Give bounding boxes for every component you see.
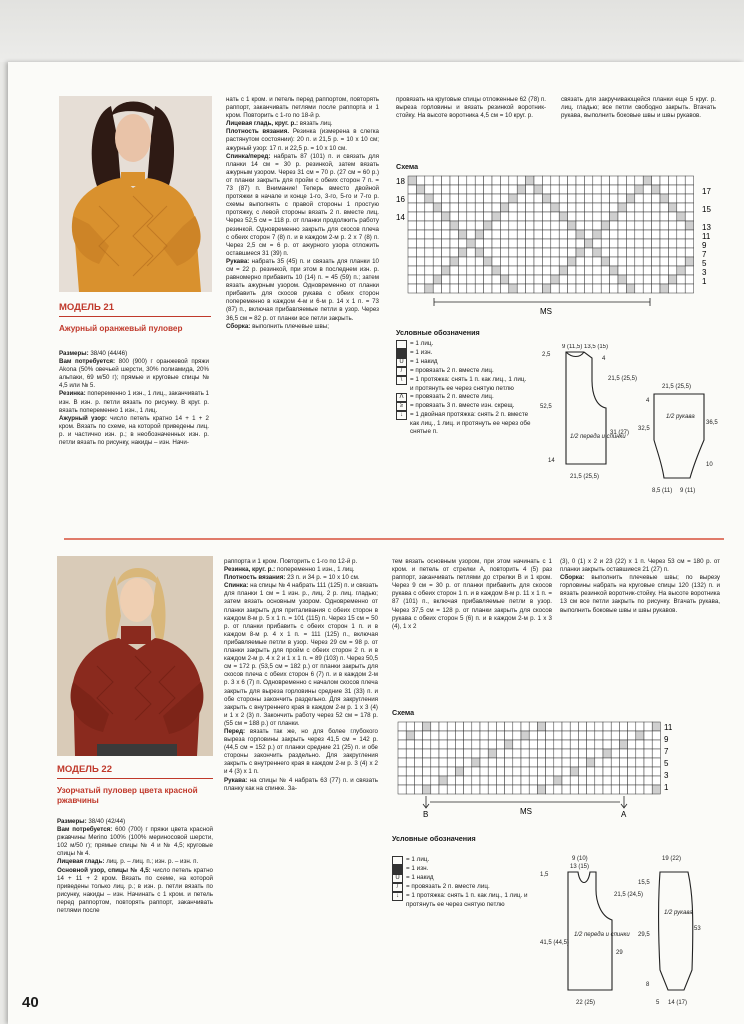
model-21-title: Ажурный оранжевый пуловер [59,324,183,333]
scheme-21-ms-label: MS [540,307,552,316]
scheme-21-row-1: 1 [702,277,707,286]
m21-body-shoulder: 2,5 [542,352,551,358]
m22-sleeve-bottom: 14 (17) [668,1000,688,1006]
scheme-21-row-17: 17 [702,187,711,196]
scheme-21-row-14: 14 [396,213,405,222]
m21-body-armhole: 21,5 (25,5) [608,376,638,382]
model-22-photo [57,556,213,756]
model-21-text-col-2: нать с 1 кром. и петель перед раппортом, повторять раппорт, заканчивать петлями после раппорта и 1 кром. Повторить с 1-го по 18-й р. Лицевая гладь, круг. р.: вязать лиц. Плотность вязания. Резинка (измерена в слегка растянутом состоянии): 20 п. и 21,5 р. = 10 х 10 см; ажурный узор: 17 п. и 22,5 р. = 10 х 10 см. Спинка/перед: набрать 87 (101) п. и связать для планки 14 см = 30 р. резинкой, затем вязать ажурным узором. Через 31 см = 70 р. (27 см = 60 р.) от планки закрыть для пройм с обеих сторон 7 п. = 73 (87) п. Внимание! Теперь вместо двойной протяжки в начале и конце 1-го, 3-го, 5-го и 7-го р. схемы выполнять с правой стороны 1 простую протяжку, с левой стороны вязать 2 п. вместе лиц. Через 52,5 см = 118 р. от планки продолжить работу резинкой. Одновременно закрыть для скосов плеча с обеих сторон 7 (8) п. и в каждом 2-м р. 2 х 7 (8) п. Через 2,5 см = 6 р. от ажурного узора отложить оставшиеся 31 (39) п. Рукава: набрать 35 (45) п. и связать для планки 10 см = 22 р. резинкой, при этом в последнем изн. р. равномерно прибавить 10 (14) п. = 45 (59) п.; затем вязать ажурным узором. Одновременно от планки прибавить для скосов рукава с обеих сторон попеременно в каждом 4-м и 6-м р. 14 х 1 п. = 73 (87) п., включая прибавляемые петли в узор. Через 36,5 см = 82 р. от планки все петли закрыть. Сборка: выполнить плечевые швы; [226,96,379,330]
m22-body-total: 41,5 (44,5) [540,940,570,946]
m21-body-rib: 14 [548,458,555,464]
model-22-scheme-chart [390,718,680,818]
scheme-21-row-16: 16 [396,195,405,204]
model-divider [64,538,724,540]
scheme-21-row-15: 15 [702,205,711,214]
m21-sleeve-total: 36,5 [706,420,718,426]
model-21-number: МОДЕЛЬ 21 [59,302,114,313]
model-22-title: Узорчатый пуловер цвета красной ржавчины [57,786,198,805]
scheme-21-row-11: 11 [702,232,711,241]
m21-sleeve-label: 1/2 рукава [666,414,695,420]
scheme-21-row-18: 18 [396,177,405,186]
m21-sleeve-h2: 32,5 [638,426,650,432]
model-21-scheme-label: Схема [396,162,419,171]
scheme-21-row-5: 5 [702,259,707,268]
scheme-22-row-5: 5 [664,759,669,768]
scheme-21-row-9: 9 [702,241,707,250]
model-21-rule [59,316,211,317]
scheme-22-row-1: 1 [664,783,669,792]
model-22-rule [57,778,213,779]
m22-sleeve-mid: 29,5 [638,932,650,938]
m22-body-label: 1/2 переда и спинки [574,932,630,938]
model-21-scheme-chart [394,172,716,317]
m21-sleeve-h1: 4 [646,398,650,404]
scheme-22-row-9: 9 [664,735,669,744]
m22-sleeve-total: 53 [694,926,701,932]
scheme-21-row-3: 3 [702,268,707,277]
model-21-text-col-1: Размеры: 38/40 (44/46) Вам потребуется: 800 (900) г оранжевой пряжи Akona (50% овечьей шерсти, 30% полиамида, 20% альпаки, 69 м/50 г); прямые и круговые спицы № 4,5 или № 5. Резинка: попеременно 1 изн., 1 лиц., заканчивать 1 изн. В изн. р. петли вязать по рисунку. В круг. р. вязать попеременно 1 изн., 1 лиц. Ажурный узор: число петель кратно 14 + 1 + 2 кром. Вязать по схеме, на которой приведены лиц. р. и частично изн. р.; в необозначенных изн. р. петли вязать по рисунку, накиды – изн. Начи- [59,350,209,447]
m21-body-label: 1/2 переда и спинки [570,434,626,440]
m22-body-bottom: 22 (25) [576,1000,596,1006]
magazine-page [8,62,744,1024]
m21-sleeve-top-w: 21,5 (25,5) [662,384,692,390]
m22-sleeve-h: 15,5 [638,880,650,886]
model-22-pattern-pieces [534,850,724,1015]
m21-body-total-h: 52,5 [540,404,552,410]
m22-sleeve-cuff: 5 [656,1000,660,1006]
m22-body-h: 1,5 [540,872,549,878]
scheme-22-ms-label: MS [520,807,532,816]
m22-body-side: 29 [616,950,623,956]
m22-sleeve-label: 1/2 рукава [664,910,693,916]
m22-body-arm: 21,5 (24,5) [614,892,644,898]
model-22-legend-title: Условные обозначения [392,834,476,843]
page-top-shade [0,0,744,62]
scheme-21-row-13: 13 [702,223,711,232]
model-22-scheme-label: Схема [392,708,415,717]
m21-body-side: 31 (27) [610,430,630,436]
model-21-legend-title: Условные обозначения [396,328,480,337]
scheme-22-row-3: 3 [664,771,669,780]
model-22-text-col-2: раппорта и 1 кром. Повторить с 1-го по 12-й р. Резинка, круг. р.: попеременно 1 изн., 1 лиц. Плотность вязания: 23 п. и 34 р. = 10 х 10 см. Спинка: на спицы № 4 набрать 111 (125) п. и связать для планки 1 см = 1 изн. р., лиц. 2 р. лиц. гладью; затем вязать основным узором. Одновременно от планки закрыть для приталивания с обеих сторон в каждом 8-м р. 5 х 1 п. = 101 (115) п. Через 15 см = 50 р. от планки прибавить с обеих сторон 1 п. и в каждом 8-м р. 4 х 1 п. = 111 (125) п., включая прибавляемые петли в узор. Через 29 см = 98 р. от планки закрыть для пройм с обеих сторон 2 п. и в каждом 2-м р. 4 х 2 и 1 х 1 п. = 89 (103) п. Через 50,5 см = 172 р. (53,5 см = 182 р.) от планки закрыть для скосов плеча с обеих сторон 6 (7) п. и в каждом 2-м р. 3 х 6 (7) п. Одновременно с началом скосов плеча закрыть для выреза горловины средние 31 (33) п. и обе стороны закончить раздельно. Для закругления закрыть с внутреннего края в каждом 2-м р. 1 х 3 (4) и 1 х 2 (3) п. Закончить работу через 52 см = 178 р. (55 см = 188 р.) от планки. Перед: вязать так же, но для более глубокого выреза горловины закрыть через 41,5 см = 142 р. (44,5 см = 152 р.) от планки средние 21 (25) п. и обе стороны закончить раздельно. Для закругления закрыть с внутреннего края в каждом 2-м р. 3 (4) х 2 и 4 (3) х 1 п. Рукава: на спицы № 4 набрать 63 (77) п. и связать планку как на спинке. За- [224,558,378,792]
m21-body-neck-w: 13,5 (15) [584,344,609,350]
m22-sleeve-top: 19 (22) [662,856,682,862]
scheme-22-row-11: 11 [664,723,673,732]
m21-sleeve-bottom: 8,5 (11) [652,488,673,494]
scheme-21-row-7: 7 [702,250,707,259]
model-22-number: МОДЕЛЬ 22 [57,764,112,775]
m21-sleeve-cuff: 9 (11) [680,488,696,494]
model-21-legend: = 1 лиц. = 1 изн. U = 1 накид / = провязать 2 п. вместе лиц. \ = 1 протяжка: снять 1 п. как лиц., 1 лиц. и протянуть ее через снятую петлю Λ = провязать 2 п. вместе лиц. ≥ = провязать 3 п. вместе изн. скрещ. ↓ = 1 двойная протяжка: снять 2 п. вместе как лиц., 1 лиц. и протянуть ее через обе снятые п. [396,340,531,437]
page-number: 40 [22,994,39,1011]
m22-sleeve-rib: 8 [646,982,650,988]
model-21-text-col-4: связать для закручивающейся планки еще 5 круг. р. лиц. гладью; все петли свободно закрыть. Втачать рукава, выполнить боковые швы и швы рукавов. [561,96,716,120]
m22-body-neck: 13 (15) [570,864,590,870]
scheme-22-arrow-a: A [621,810,627,818]
model-22-text-col-1: Размеры: 38/40 (42/44) Вам потребуется: 600 (700) г пряжи цвета красной ржавчины Merino 100% (100% мериносовой шерсти, 102 м/50 г); прямые спицы № 4 и № 4,5; круговые спицы № 4. Лицевая гладь: лиц. р. – лиц. п.; изн. р. – изн. п. Основной узор, спицы № 4,5: число петель кратно 14 + 11 + 2 кром. Вязать по схеме, на которой приведены только лиц. р.; в изн. р. петли вязать по рисунку, накиды – изн. Начинать с 1 кром. и петель перед раппортом, повторять раппорт, заканчивать петлями после [57,818,213,915]
scheme-22-row-7: 7 [664,747,669,756]
model-21-text-col-3: провязать на круговые спицы отложенные 62 (78) п. выреза горловины и вязать резинкой воротник-стойку. На высоте воротника 4,5 см = 10 круг. р. [396,96,546,120]
model-22-text-col-4: (3), 0 (1) х 2 и 23 (22) х 1 п. Через 53 см = 180 р. от планки закрыть оставшиеся 21 (27) п. Сборка: выполнить плечевые швы; по вырезу горловины набрать на круговые спицы 120 (132) п. и вязать резинкой воротник-стойку. На высоте воротника 13 см все петли закрыть по рисунку. Втачать рукава, выполнить боковые швы и швы рукавов. [560,558,720,614]
m22-body-top: 9 (10) [572,856,588,862]
m21-body-neck-h: 4 [602,356,606,362]
model-21-pattern-pieces [534,344,724,504]
model-22-text-col-3: тем вязать основным узором, при этом начинать с 1 кром. и петель от стрелки А, повторить 4 (5) раз раппорт, заканчивать петлями до стрелки В и 1 кром. Через 9 см = 30 р. от планки прибавить для скосов рукава с обеих сторон 1 п. и в каждом 8-м р. 11 х 1 п. = 87 (101) п., включая прибавляемые петли в узор. Через 37,5 см = 128 р. от планки закрыть для скосов рукава с обеих сторон 5 (6) п. и в каждом 2-м р. 1 х 3 (4), 1 х 2 [392,558,552,630]
m21-body-top-w: 9 (11,5) [562,344,583,350]
model-22-legend: = 1 лиц. = 1 изн. U = 1 накид / = провязать 2 п. вместе лиц. ↓ = 1 протяжка: снять 1 п. как лиц., 1 лиц. и протянуть ее через снятую петлю [392,856,530,909]
m21-body-bottom-w: 21,5 (25,5) [570,474,600,480]
model-21-photo [59,96,212,292]
scheme-22-arrow-b: B [423,810,429,818]
m21-sleeve-rib: 10 [706,462,713,468]
